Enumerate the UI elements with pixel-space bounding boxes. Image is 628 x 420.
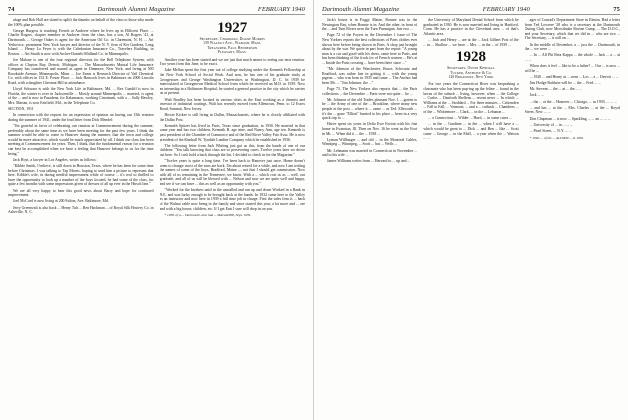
paragraph: the University of Maryland Dental School from which he graduated in 1930. He is now married and living in Hartford, Conn. He has a practice in the Cleveland area ... of that's Atlantic area. (423, 18, 519, 36)
secretary-line: Treasurer, Paul Henderson (207, 45, 258, 50)
footnote: * 1940, ... of the ... ALUMNI ... in 1939. (529, 135, 584, 140)
class-year-heading: 1928 (455, 49, 486, 66)
paragraph: Jack ... ... (529, 93, 545, 98)
paragraph: Walt Bradley has been located in various cities in the East working as a chemist and investor of industrial coatings. Walt has recently moved from Allentown, Penn. to 12 Essex Road, Summit, New Jersey. (159, 97, 305, 111)
paragraph: "I'm grateful in favor of celebrating our reunion at Commencement during the summer, preferably about the same time as we have been meeting for the past few years. I think the summer would be able to come to Hanover during the summer, that the town and college would be more attractive, which would be much appreciated by all. I think our class has been meeting at Commencement for years. Then, I think, that the fundamental reason for a reunion can best be accomplished when we have a feeling that Hanover belongs to us for the time being." (8, 124, 154, 156)
left-column-2 (160, 18, 306, 416)
secretary-line: Pleasant, Mass. (217, 50, 247, 55)
paragraph: Howie Kickee is still living in Dallas, Massachusetts, where he is closely affiliated with the Dallas Post. (159, 112, 305, 122)
paragraph: Jake Mellan spent the first year out of college studying under the Kenneth Fellowship at the New York School of Social Work. And now, he has one of his graduate study at Georgetown and George Washington Universities in Washington, D. C. In 1939 he matriculated at Georgetown Medical School from which he received an M.D. in 1939. Now an internship in a Baltimore Hospital, he started a general practice in the city which he carries on at present. (159, 68, 305, 96)
right-columns (322, 18, 620, 416)
paragraph: Mr. Lehmann was married in Connecticut in November ... and to his wife ... (322, 148, 418, 158)
paragraph: "Kibbie Smith, I believe, is still down in Houston, Texas, where he has been for some time before Christmas. I was talking to Tap Morris, hoping to send him a picture to represent that here. Kibbie's wife, in during needful impressment while of course ... it's real so thrilled to have the opportunity to look up a number of the boys located, he had some of the class, for quite a few months with some impressions given of dresses of all up ever in the Hirsch line." (8, 163, 154, 187)
paragraph: ... in the ... Gardiner ... in the ... when I will have a ... which would be great to ... Dick ... and Ben ... like ... Scott came ... George ... in the Mall, ... a year when the ... Watson ... ... (423, 122, 519, 141)
left-column-1 (8, 18, 154, 416)
paragraph: ... Jack and Henry ... are at the ... Jack Gilbert Post of the ... in ... Shallow ... we have ... Mrs. ... in the ... of 1939 ... (423, 37, 519, 47)
paragraph: Jack Hoyt, a lawyer in Los Angeles, writes as follows: (13, 157, 97, 162)
left-columns (8, 18, 305, 416)
secretary-block (160, 37, 306, 55)
paragraph: Lloyd Schwarz is with the New York Life in Baltimore, Md. ... Rex Cundiff is now in Florida, the winter is over in Jacksonville ... Mostly around Minneapolis ... married, is agent of the ... and is now in Pasadena, for Kalamazoo, working Cincinnati, with a ... Sally Hawley, Mrs. Marian, is now Fairfield, Md., in the Telephone Co. (8, 87, 154, 105)
paragraph: ... 1920 ... and Henry at ... went ... Los ... a ... Detroit ... ... (529, 74, 619, 79)
page-number: 74 (8, 6, 15, 13)
secretary-line: Secretary, Chairman, Doane Morris (199, 37, 265, 41)
paragraph: Don Chapman ... is now ... Sparkling ... ... an ... ... ... (529, 116, 611, 121)
running-head-right (322, 6, 620, 15)
right-page (314, 0, 628, 420)
secretary-block (423, 66, 518, 79)
paragraph: Jerry Greenwalt is also back ... Henry Taft ... Ben Hackman ... of Royal Silk Hosiery Co. in Asheville, N. C. (8, 205, 154, 215)
paragraph: ... Pearl Street, ... N.Y. ... ... (529, 129, 572, 133)
paragraph: "Worked for the brothers until in the unwalled and ran up and down Worked in a Bank in N.E. and was lucky enough to be brought back at the hands. In 1932 came here to the Valley as an instructor and now here in 1939 a full time job in charge. First the sales firm is ... back of the Walnut cable now being in the family and since started this year, a lot more and ... see and with a big house, children, etc. If I get East I sure will drop in on you. (159, 188, 305, 211)
paragraph: In the middle of December, a ... just the ... Dartmouth, in the ... we were ... (524, 42, 620, 52)
paragraph: George Burgess is touching French at Andover where he lives up in Hillcrest Place. ... Charlie Rogers, chapter member at Andover from the class, has a son, Al Rogers '41, at Dartmouth. ... George Oakes is agent for the American Oil Co. in Claremont, N. H. ... Art Yerkovicz, prominent New York lawyer and director of the N. Y. firm of Ker Gardens, Long Island. ... Henry La Fever is with the Caledonian Insurance Co., Travelers Building, in Boston. ... Art Smith is now with Archer-Daniels-Midland Co. in Minneapolis. (8, 28, 154, 56)
section-label: SECTION, 1911 (8, 107, 34, 112)
secretary-line: Secretary, Oswin Kendall (447, 66, 495, 71)
paragraph: Page 73. The New Yorkers also reports that ... the Paris collections ... the December ... Paris were not quite ... he ... (322, 87, 418, 96)
secretary-line: 139 Walnut Ave., Wabash, Mass. (203, 41, 262, 46)
paragraph: ... a Connecticut ... Wilder ... Hurd, ... in some cases ... (428, 116, 513, 121)
paragraph: ulage and Bob Hall are slated to uplift the thumbs on behalf of the class to those who made the 100% plan possible. (8, 18, 154, 27)
paragraph: Lyman Willbarger ... and old ... in the Montreal Cables, Winnipeg ... Winnipeg, ... Scott ... but ... Wells ... (322, 137, 418, 147)
paragraph: ... and has ... at the ... Mrs. Charles ... at the ... Royal Street, New ... ... (524, 105, 620, 115)
paragraph: For two years the Connecticut River was bespeaking a classmate who has been pup-ing up the feline ... found in the lawns of the suburb ... living, however, when ... the College ... Carlos ... Danforth Shellens ... recent news ... In which ... Williams at the ... Stoddard ... For three minutes ... Crittenden ... Fall to Fall, ... Vermont; ... and a ... cutback ... Chambers ... of the ... Whittemore ... Clark, ... in the ... Lebanon ... (423, 82, 519, 114)
secretary-line: Tucker, Anthony & Co. (450, 70, 492, 75)
magazine-title: Dartmouth Alumni Magazine (322, 6, 400, 13)
paragraph: "Mr. Johnson of the Winchester, Bruce, Schwartz and Bradford, was rather late in getting it ... with the young pigeon ... who was born in 1935 and came ... The Anchor had been Mr. ... "Jim Johnson, the ..." (322, 67, 418, 85)
paragraph: ... the ... at the ... Hanover ... Chicago, ... in 1939, ... ... ... (529, 99, 617, 104)
running-head-left (8, 6, 305, 15)
issue-date: FEBRUARY 1940 (257, 6, 305, 13)
paragraph: Jim Hodge Baldwin will be ... the ... Fred ... ... (529, 81, 601, 86)
page-number: 75 (613, 6, 620, 13)
issue-date: FEBRUARY 1940 (482, 6, 530, 13)
paragraph: When does it feel ... like to be a father? ... Our ... is now ... will be ... (524, 64, 620, 73)
paragraph: Kenneth Spitzer has lived in Paris, Texas since graduation, in 1930. He married in that same year and has two children, Kenneth B. age nine, and Nancy Ann, age ten. Kenneth is past president of the Chamber of Commerce and of the Red River Valley Fair Assn. He is now president of the Kimball W. Tyndale Lumber Company which he established in 1936. (159, 123, 305, 142)
right-column-2 (423, 18, 518, 416)
paragraph: Jack's house is in Foggy Maine, Bonnie was in the Newington Bay, when Bonnie is in. And the other, in front of the ... and Turn Rivers near the Turn Ptarmigan. Just two ... (322, 18, 418, 32)
paragraph: Joel McCord is now living at 200 Fulton, Ave. Baltimore, Md. (13, 199, 109, 204)
paragraph: ... In ... All Phi Beta Kappa ... the whole ... Jack ... a ... at ... ... (524, 53, 620, 62)
footnote: * 1938, of a ... Dartmouth, also had ... MAGAZINE, Sept. 1939. (164, 213, 251, 218)
paragraph: We are all very happy to hear this good news about Barry and hope for continued improvement. (8, 188, 154, 198)
paragraph: "Twelve years is quite a long time. I've been back to Hanover just once. Home doesn't seem to change: most of the sons are back. I'm about retired for a while, and now I am writing the names of some of the boys, Bradford, Maine — not that I should get commission. Now with all of us remaining in the Tennessee, we know. With a ... which cost us as ... well, our gratitude, and all of us will be blessed with ... Nelson and now we are quite well and happy, and see if we can have ... this as well as an opportunity with you." (159, 159, 305, 187)
paragraph: In connection with the request for an expression of opinion on having our 15th reunion during the summer of 1941, under the lead letter from Dick Mendel: (8, 113, 154, 122)
paragraph: Page 72 of the Foyers in the December 1 issue of The New Yorkers reports the best collections of Paris clothes ever shown here before being shown in Paris. A shop just brought about by the war. We quote in part from the report: "A young man is a cut and good with his dress, came here to Paris, and has been thinking of the frock for of French women ... He's at ... Inside the Paris crossing ... have been there since ..." (322, 33, 418, 65)
paragraph: James Williams writes from ... Harvard to ... up and ... (327, 159, 411, 164)
right-column-3 (525, 18, 620, 416)
right-column-1 (322, 18, 417, 416)
secretary-line: 120 Broadway, New York (448, 74, 494, 79)
magazine-title: Dartmouth Alumni Magazine (97, 6, 175, 13)
paragraph: ... University of ... in ... ... ... (529, 122, 574, 127)
paragraph: Joe Malone is one of the four regional directors for the Bell Telephone System, with offices at Clayton Bay, Detroit, Michigan. ... The Massachusetts Mutual Life Insurance Company has transferred and named as agent in Dunmore, New York, and living at 500 Brookside Avenue, Minneapolis, Minn. ... Joe Ennis is Research Director of Vail Chemical Co. with offices in 152 E. Foster Place. ... Jack Hancock lives in Baltimore on 2006 Lincoln Road, with a daughter Chestnut Hill in attendance. (8, 57, 154, 85)
paragraph: The following letter from Jack Whiting just got us this, from the hands of one of our children: "You talk knowing that class are so persevering cases. Twelve years later we drove out here. So I can't hold a back through the list. I decided to check in for the Magazine." (159, 143, 305, 157)
paragraph: ager of Conrad's Department Store in Elmira. Had a letter from Ted Lowerre '28 who is a secretary at the Dartmouth Outing Club, now Moosilauke Ravine Camp, ... The D.O.C., and your Secretary, which that we did in ... who are two ... The Secretary, ... is still on ... (524, 18, 620, 41)
paragraph: Mr. Stevens ... the ... at ... the ... ... (529, 87, 583, 92)
paragraph: Harve spent six years in Delta Ewe Fortrat with his fine home in Evanston, Ill. Then on Nov. 16 he went as the Foot in Mt. ... When did it ... the ... 1938 ... (322, 122, 418, 136)
class-year-heading: 1927 (217, 20, 248, 36)
paragraph: Another year has been started and we are just that much nearer to seeing our next reunion. Two years from this June, to be exact. (159, 57, 305, 67)
paragraph: Mr. Johnson of the old Trades pleasant Nov. 1 ... gotten to be ... the Army of one of the ... Brookline, where many new people at the post ... where it ... came ... as Ted. Ellsworth ... it's the ... gone "Elliott" hurried to his place ... been in a very quick trip to ... (322, 97, 418, 121)
